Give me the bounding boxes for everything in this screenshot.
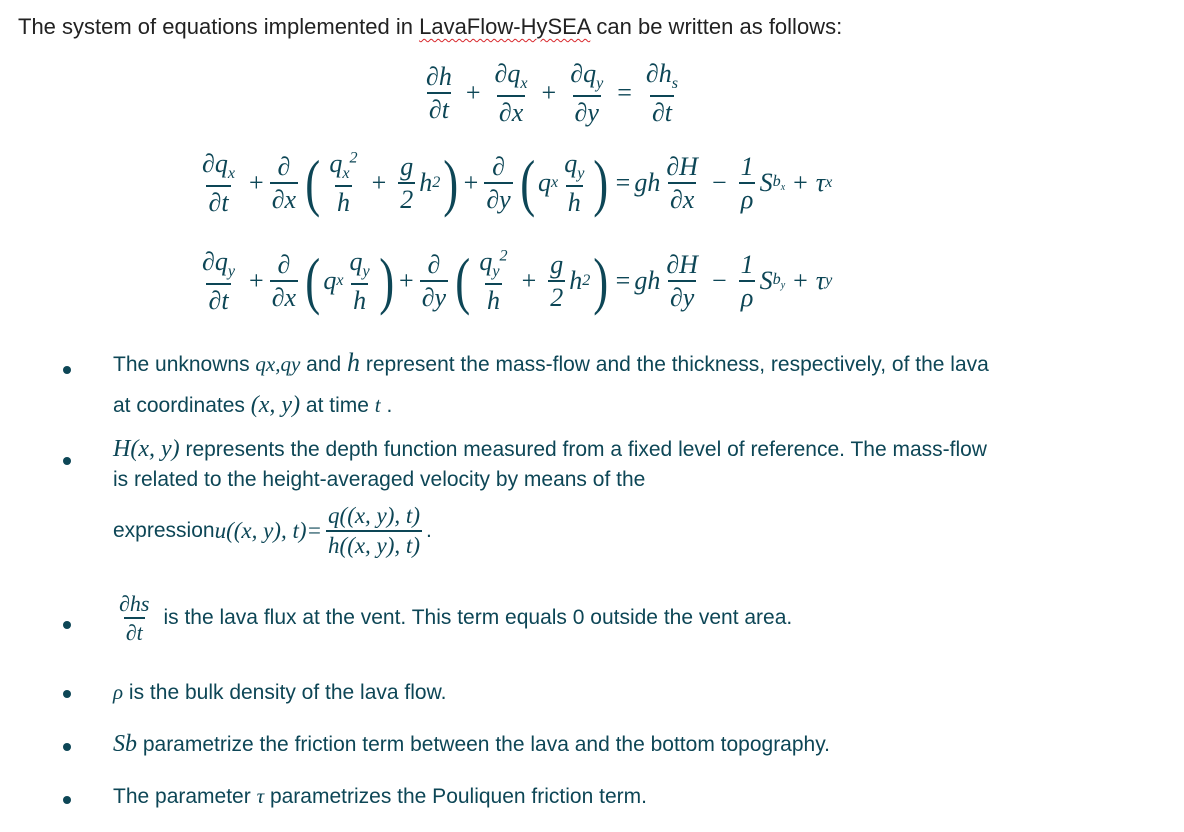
intro-after: can be written as follows: [590, 14, 843, 39]
intro-before: The system of equations implemented in [18, 14, 420, 39]
intro-text [18, 14, 842, 40]
velocity-expression: expression u((x, y), t)= $\frac{q((x, y), t)}{h((x, y), t)}$ . [113, 503, 432, 559]
bullet-icon [63, 796, 71, 804]
list-item: The parameter τ parametrizes the Pouliquen friction term. [113, 784, 647, 808]
bullet-icon [63, 743, 71, 751]
list-item: ρ is the bulk density of the lava flow. [113, 680, 447, 704]
bullet-icon [63, 366, 71, 374]
list-item: Sb parametrize the friction term between the lava and the bottom topography. [113, 731, 830, 757]
list-item: H(x, y) represents the depth function measured from a fixed level of reference. The mass-flow is related to the height-averaged velocity by means of the [113, 436, 987, 491]
momentum-y-equation: $\frac{\partial q_y}{\partial t}$ + $\frac{\partial}{\partial x}$ ( q x $\frac{q_y}{h}$ ) + $\frac{\partial}{\partial y}$ ( $\frac{q_y^2}{h}$ + $\frac{g}{2}$ h 2 ) = gh $\frac{\partial H}{\partial y}$ − $\frac{1}{\rho}$ S $b_y$ + τ y [202, 245, 833, 317]
momentum-x-equation: $\frac{\partial q_x}{\partial t}$ + $\frac{\partial}{\partial x}$ ( $\frac{q_x^2}{h}$ + $\frac{g}{2}$ h 2 ) + $\frac{\partial}{\partial y}$ ( q x $\frac{q_y}{h}$ ) = gh $\frac{\partial H}{\partial x}$ − $\frac{1}{\rho}$ S $b_x$ + τ x [202, 147, 833, 219]
list-item: $\frac{\partial hs}{\partial t}$ is the lava flux at the vent. This term equals 0 outside the vent area. [119, 591, 793, 646]
bullet-icon [63, 690, 71, 698]
list-item: The unknowns qx,qy and h represent the mass-flow and the thickness, respectively, of the lava at coordinates (x, y) at time t . [113, 348, 989, 418]
bullet-icon [63, 621, 71, 629]
product-name: LavaFlow-HySEA [419, 14, 591, 39]
continuity-equation: $\frac{\partial h}{\partial t}$ + $\frac{\partial q_x}{\partial x}$ + $\frac{\partial q_y}{\partial y}$ = $\frac{\partial h_s}{\partial t}$ [426, 59, 679, 128]
bullet-icon [63, 457, 71, 465]
